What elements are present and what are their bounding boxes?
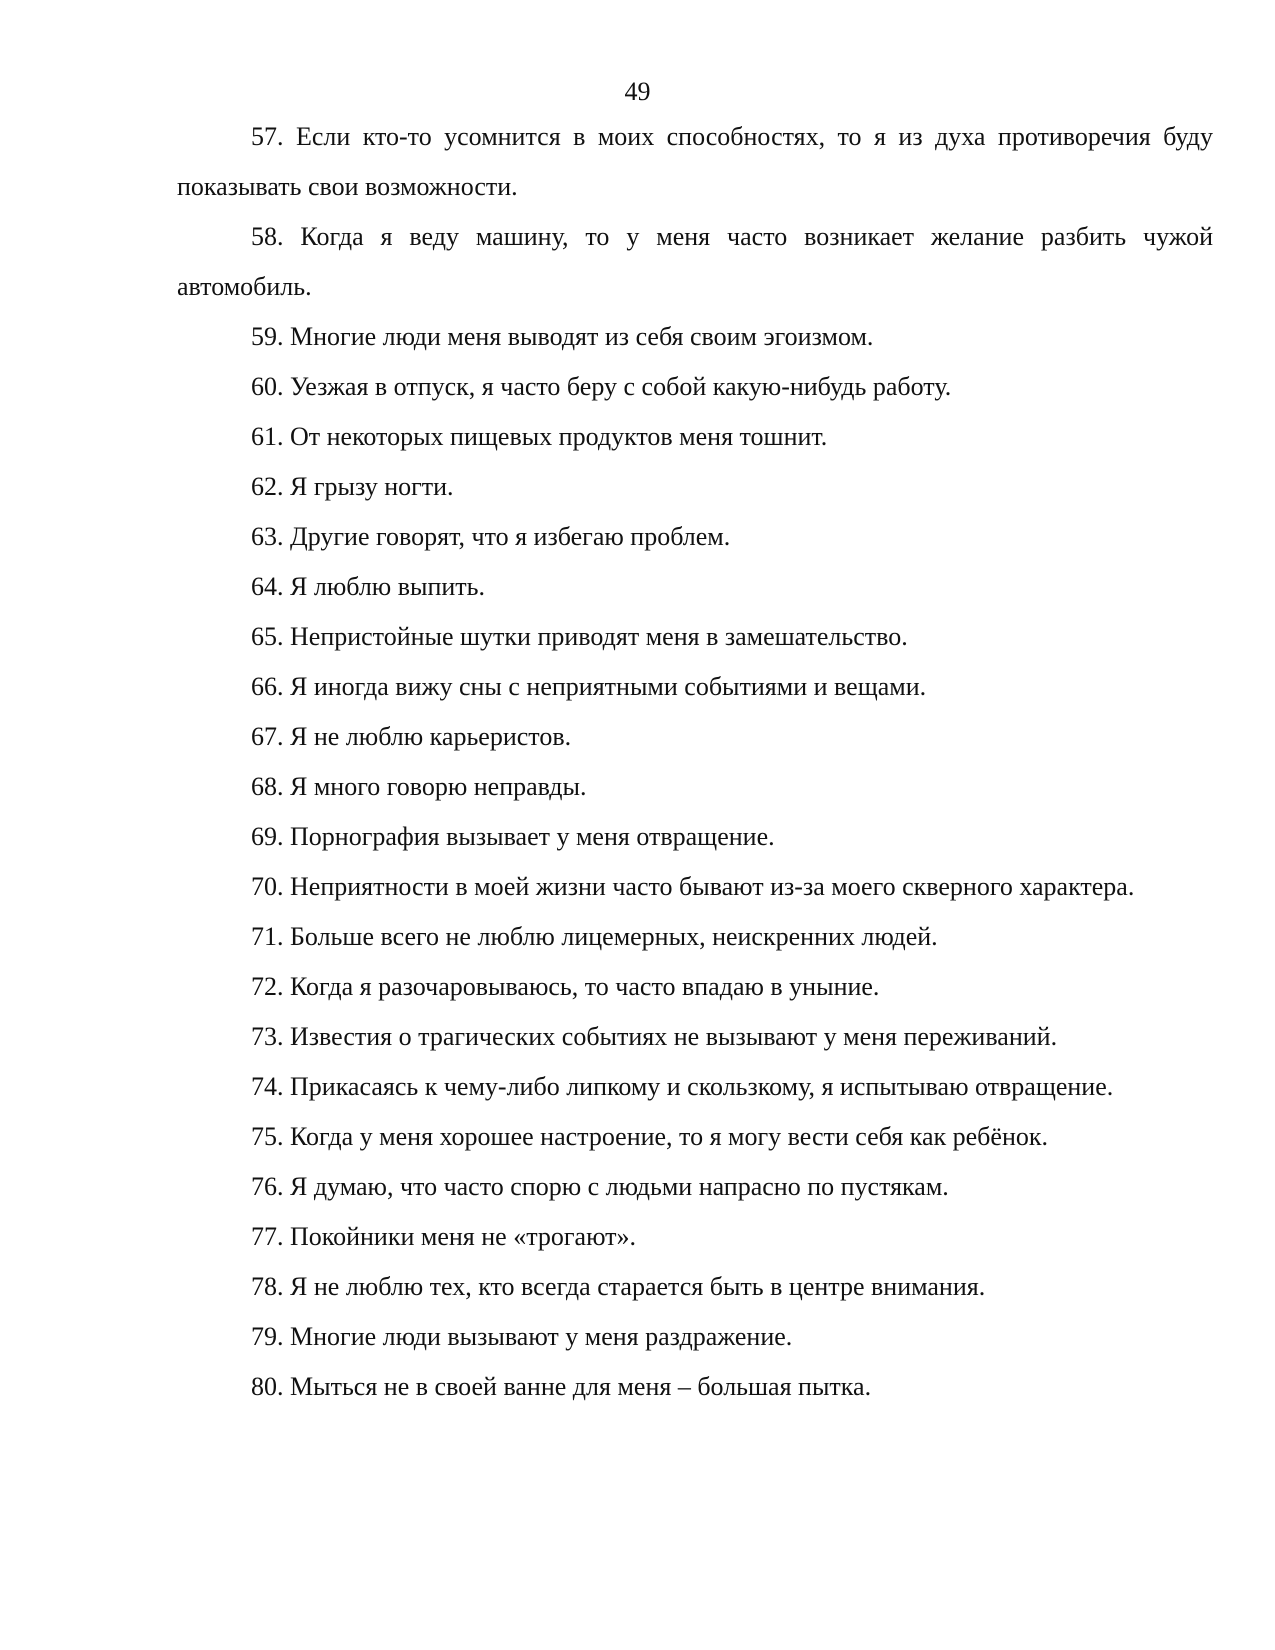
list-item: 71. Больше всего не люблю лицемерных, неискренних людей. xyxy=(251,922,938,951)
questionnaire-list xyxy=(177,112,1213,1412)
list-item: 74. Прикасаясь к чему-либо липкому и скользкому, я испытываю отвращение. xyxy=(251,1072,1114,1101)
list-item: 58. Когда я веду машину, то у меня часто возникает желание разбить чужой автомобиль. xyxy=(177,222,1213,301)
list-item: 68. Я много говорю неправды. xyxy=(251,772,587,801)
list-item: 69. Порнография вызывает у меня отвращение. xyxy=(251,822,775,851)
list-item: 72. Когда я разочаровываюсь, то часто впадаю в уныние. xyxy=(251,972,880,1001)
list-item: 77. Покойники меня не «трогают». xyxy=(251,1222,637,1251)
list-item: 65. Непристойные шутки приводят меня в замешательство. xyxy=(251,622,908,651)
list-item: 67. Я не люблю карьеристов. xyxy=(251,722,572,751)
list-item: 66. Я иногда вижу сны с неприятными событиями и вещами. xyxy=(251,672,927,701)
list-item: 64. Я люблю выпить. xyxy=(251,572,486,601)
list-item: 62. Я грызу ногти. xyxy=(251,472,454,501)
list-item: 57. Если кто-то усомнится в моих способностях, то я из духа противоречия буду показывать свои возможности. xyxy=(177,122,1213,201)
list-item: 80. Мыться не в своей ванне для меня – большая пытка. xyxy=(251,1372,872,1401)
list-item: 79. Многие люди вызывают у меня раздражение. xyxy=(251,1322,793,1351)
list-item: 60. Уезжая в отпуск, я часто беру с собой какую-нибудь работу. xyxy=(251,372,952,401)
list-item: 75. Когда у меня хорошее настроение, то я могу вести себя как ребёнок. xyxy=(251,1122,1048,1151)
list-item: 59. Многие люди меня выводят из себя своим эгоизмом. xyxy=(251,322,874,351)
list-item: 63. Другие говорят, что я избегаю проблем. xyxy=(251,522,731,551)
list-item: 73. Известия о трагических событиях не вызывают у меня переживаний. xyxy=(251,1022,1058,1051)
list-item: 61. От некоторых пищевых продуктов меня тошнит. xyxy=(251,422,828,451)
page-number: 49 xyxy=(624,77,651,106)
list-item: 70. Неприятности в моей жизни часто бывают из-за моего скверного характера. xyxy=(251,872,1135,901)
list-item: 78. Я не люблю тех, кто всегда старается быть в центре внимания. xyxy=(251,1272,986,1301)
list-item: 76. Я думаю, что часто спорю с людьми напрасно по пустякам. xyxy=(251,1172,949,1201)
